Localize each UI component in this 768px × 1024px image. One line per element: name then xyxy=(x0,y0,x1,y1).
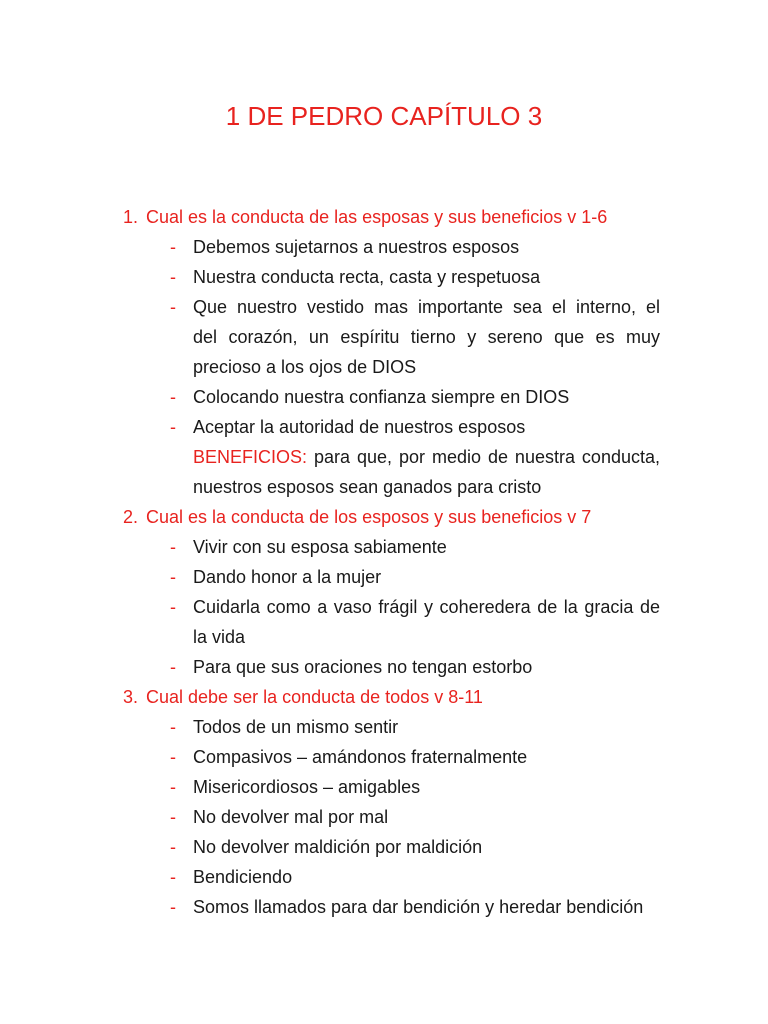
page-title: 1 DE PEDRO CAPÍTULO 3 xyxy=(225,101,543,131)
dash-marker: - xyxy=(170,867,176,887)
list-item-text: Debemos sujetarnos a nuestros esposos xyxy=(193,237,520,257)
list-item-text: Somos llamados para dar bendición y heredar bendición xyxy=(193,897,644,917)
list-item-text-line: precioso a los ojos de DIOS xyxy=(193,357,417,377)
list-item-text: Nuestra conducta recta, casta y respetuosa xyxy=(193,267,541,287)
benefits-line: nuestros esposos sean ganados para cristo xyxy=(193,477,542,497)
dash-marker: - xyxy=(170,537,176,557)
section-heading-text: Cual es la conducta de los esposos y sus beneficios v 7 xyxy=(146,507,592,527)
list-item-text: No devolver mal por mal xyxy=(193,807,389,827)
dash-marker: - xyxy=(170,657,176,677)
list-item-text: Vivir con su esposa sabiamente xyxy=(193,537,447,557)
list-item-text: No devolver maldición por maldición xyxy=(193,837,483,857)
benefits-line xyxy=(193,442,660,472)
list-item-text: Colocando nuestra confianza siempre en DIOS xyxy=(193,387,570,407)
section-number: 1. xyxy=(123,207,139,227)
section-number: 3. xyxy=(123,687,139,707)
list-item-text-line: la vida xyxy=(193,627,246,647)
dash-marker: - xyxy=(170,597,176,617)
dash-marker: - xyxy=(170,897,176,917)
list-item-text: Bendiciendo xyxy=(193,867,293,887)
section-heading-text: Cual es la conducta de las esposas y sus beneficios v 1-6 xyxy=(146,207,608,227)
benefits-text: para que, por medio de nuestra conducta, xyxy=(307,447,660,467)
section-heading-text: Cual debe ser la conducta de todos v 8-11 xyxy=(146,687,483,707)
dash-marker: - xyxy=(170,837,176,857)
list-item-text: Para que sus oraciones no tengan estorbo xyxy=(193,657,533,677)
dash-marker: - xyxy=(170,717,176,737)
benefits-label: BENEFICIOS: xyxy=(193,447,308,467)
section-number: 2. xyxy=(123,507,139,527)
dash-marker: - xyxy=(170,237,176,257)
dash-marker: - xyxy=(170,417,176,437)
list-item-text-line: Cuidarla como a vaso frágil y coheredera de la gracia de xyxy=(193,597,660,617)
list-item-text: Compasivos – amándonos fraternalmente xyxy=(193,747,528,767)
dash-marker: - xyxy=(170,777,176,797)
dash-marker: - xyxy=(170,747,176,767)
dash-marker: - xyxy=(170,297,176,317)
list-item-text: Todos de un mismo sentir xyxy=(193,717,399,737)
dash-marker: - xyxy=(170,807,176,827)
list-item-text-line: Que nuestro vestido mas importante sea el interno, el xyxy=(193,297,660,317)
list-item-text: Misericordiosos – amigables xyxy=(193,777,421,797)
dash-marker: - xyxy=(170,387,176,407)
dash-marker: - xyxy=(170,267,176,287)
list-item-text-line: del corazón, un espíritu tierno y sereno que es muy xyxy=(193,327,660,347)
list-item-text: Dando honor a la mujer xyxy=(193,567,382,587)
dash-marker: - xyxy=(170,567,176,587)
list-item-text: Aceptar la autoridad de nuestros esposos xyxy=(193,417,526,437)
